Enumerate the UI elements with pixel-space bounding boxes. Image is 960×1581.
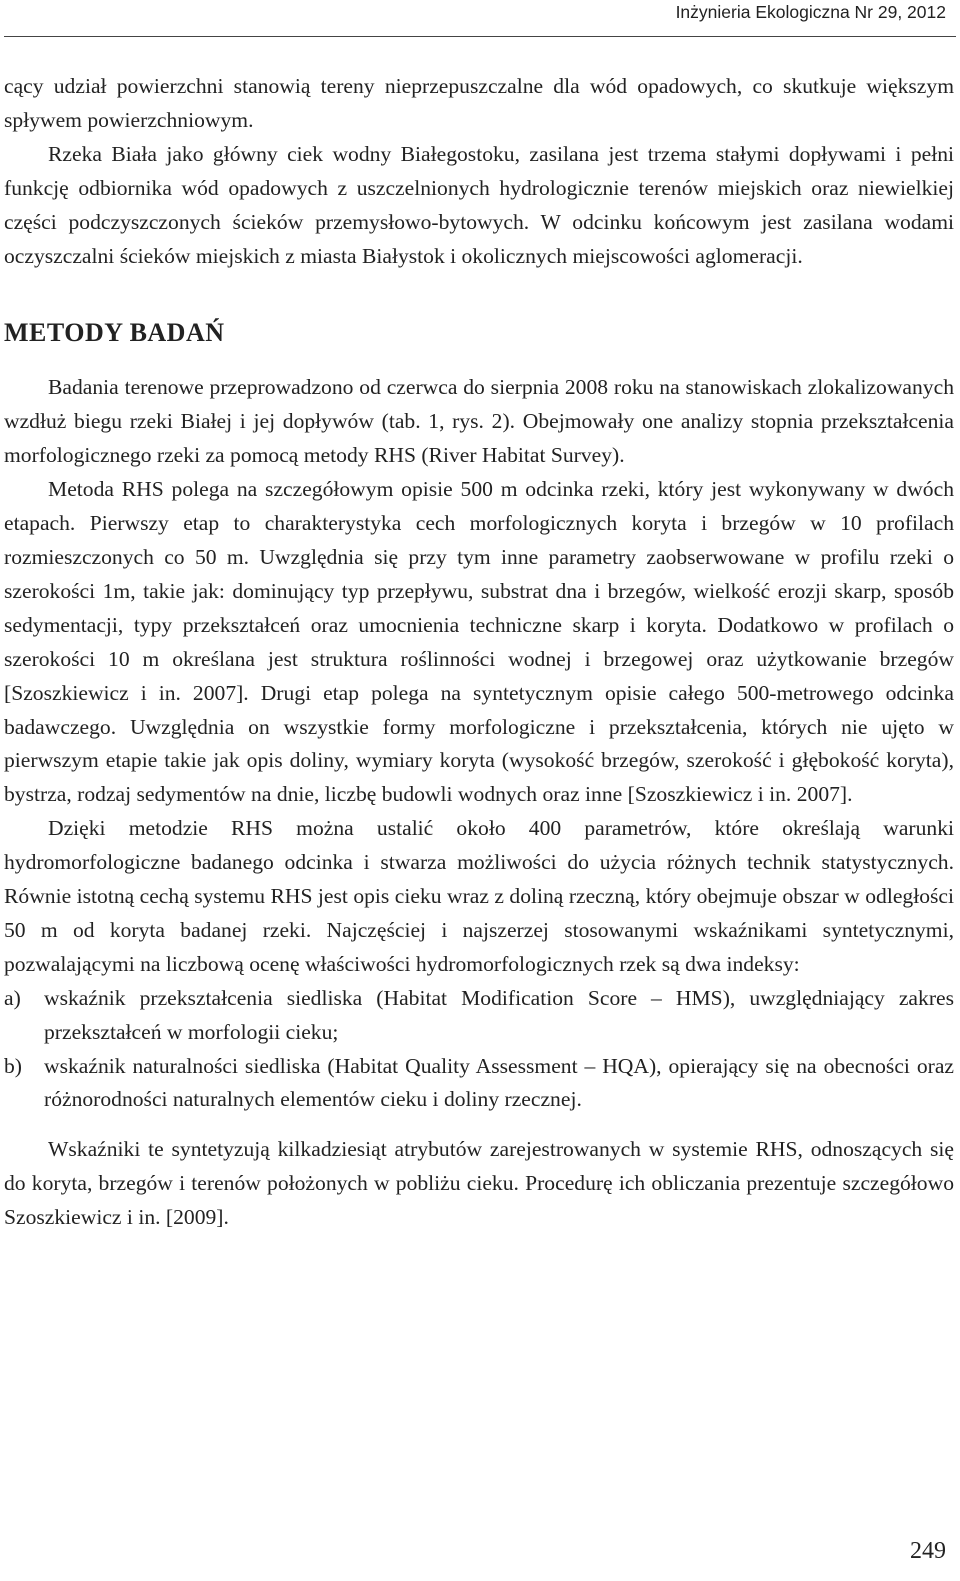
- list-item-text: wskaźnik przekształcenia siedliska (Habitat Modification Score – HMS), uwzględniający zakres przekształceń w morfologii cieku;: [44, 985, 954, 1044]
- list-marker: b): [4, 1053, 22, 1078]
- list-marker: a): [4, 985, 21, 1010]
- body-text: [4, 70, 954, 1235]
- running-head: Inżynieria Ekologiczna Nr 29, 2012: [675, 2, 946, 22]
- index-list: [4, 982, 954, 1118]
- list-item: [4, 982, 954, 1050]
- paragraph-intro-continuation: cący udział powierzchni stanowią tereny nieprzepuszczalne dla wód opadowych, co skutkuje większym spływem powierzchniowym.: [4, 74, 954, 132]
- paragraph-rhs-parameters: Dzięki metodzie RHS można ustalić około 400 parametrów, które określają warunki hydromorfologiczne badanego odcinka i stwarza możliwości do użycia różnych technik statystycznych. Równie istotną cechą systemu RHS jest opis cieku wraz z doliną rzeczną, który obejmuje obszar w odległości 50 m od koryta badanej rzeki. Najczęściej i najszerzej stosowanymi wskaźnikami syntetycznymi, pozwalającymi na liczbową ocenę właściwości hydromorfologicznych rzek są dwa indeksy:: [4, 816, 954, 976]
- paragraph-field-study: Badania terenowe przeprowadzono od czerwca do sierpnia 2008 roku na stanowiskach zlokalizowanych wzdłuż biegu rzeki Białej i jej dopływów (tab. 1, rys. 2). Obejmowały one analizy stopnia przekształcenia morfologicznego rzeki za pomocą metody RHS (River Habitat Survey).: [4, 375, 954, 468]
- list-item: [4, 1050, 954, 1118]
- page-number: 249: [910, 1538, 946, 1564]
- section-heading: METODY BADAŃ: [4, 318, 225, 348]
- header-rule: [4, 36, 956, 37]
- paragraph-rhs-method: Metoda RHS polega na szczegółowym opisie 500 m odcinka rzeki, który jest wykonywany w dwóch etapach. Pierwszy etap to charakterystyka cech morfologicznych koryta i brzegów w 10 profilach rozmieszczonych co 50 m. Uwzględnia się przy tym inne parametry zaobserwowane w profilu rzeki o szerokości 1m, takie jak: dominujący typ przepływu, substrat dna i brzegów, wielkość erozji skarp, sposób sedymentacji, typy przekształceń oraz umocnienia techniczne skarp i koryta. Dodatkowo w profilach o szerokości 10 m określana jest struktura roślinności wodnej i brzegowej oraz użytkowanie brzegów [Szoszkiewicz i in. 2007]. Drugi etap polega na syntetycznym opisie całego 500-metrowego odcinka badawczego. Uwzględnia on wszystkie formy morfologiczne i przekształcenia, których nie ujęto w pierwszym etapie takie jak opis doliny, wymiary koryta (wysokość brzegów, szerokość i głębokość koryta), bystrza, rodzaj sedymentów na dnie, liczbę budowli wodnych oraz inne [Szoszkiewicz i in. 2007].: [4, 477, 954, 807]
- list-item-text: wskaźnik naturalności siedliska (Habitat Quality Assessment – HQA), opierający się na obecności oraz różnorodności naturalnych elementów cieku i doliny rzecznej.: [44, 1053, 954, 1112]
- paragraph-indices-summary: Wskaźniki te syntetyzują kilkadziesiąt atrybutów zarejestrowanych w systemie RHS, odnoszących się do koryta, brzegów i terenów położonych w pobliżu cieku. Procedurę ich obliczania prezentuje szczegółowo Szoszkiewicz i in. [2009].: [4, 1137, 954, 1230]
- paragraph-biala-river: Rzeka Biała jako główny ciek wodny Białegostoku, zasilana jest trzema stałymi dopływami i pełni funkcję odbiornika wód opadowych z uszczelnionych hydrologicznie terenów miejskich oraz niewielkiej części podczyszczonych ścieków przemysłowo-bytowych. W odcinku końcowym jest zasilana wodami oczyszczalni ścieków miejskich z miasta Białystok i okolicznych miejscowości aglomeracji.: [4, 141, 954, 268]
